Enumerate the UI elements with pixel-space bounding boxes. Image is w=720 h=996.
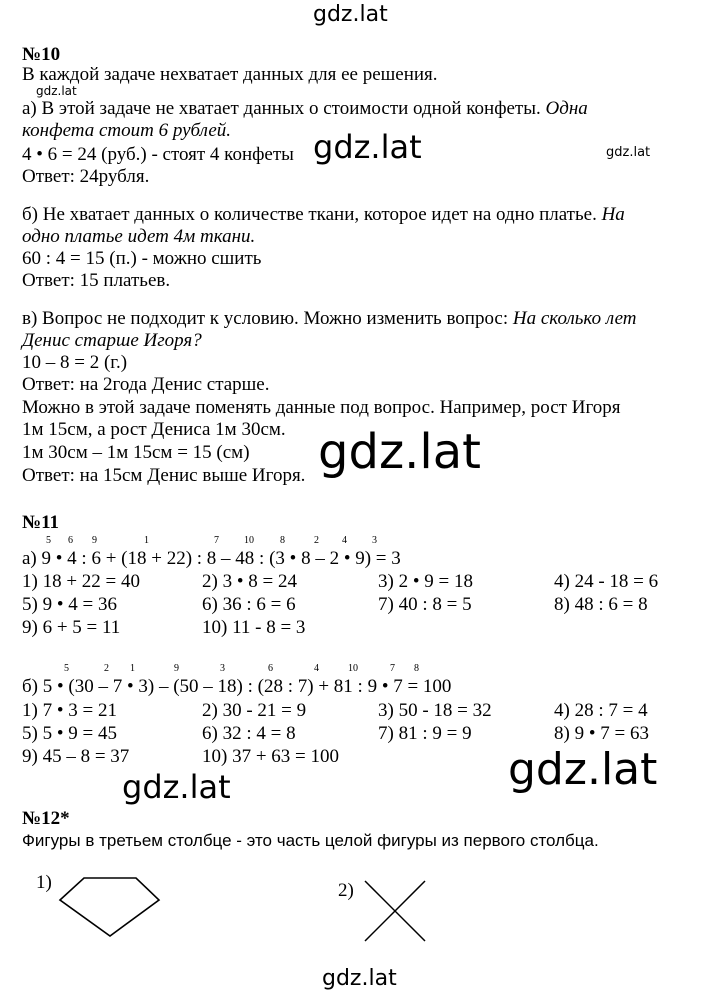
order-number: 7 <box>390 663 395 674</box>
task11-b-step: 2) 30 - 21 = 9 <box>202 700 307 721</box>
task11-title: №11 <box>22 512 60 533</box>
task10-v-alt-calc: 1м 30см – 1м 15см = 15 (см) <box>22 442 250 463</box>
task10-v-text: в) Вопрос не подходит к условию. Можно изменить вопрос: <box>22 308 509 329</box>
watermark-small: gdz.lat <box>36 84 77 98</box>
task11-b-step: 6) 32 : 4 = 8 <box>202 723 296 744</box>
watermark-medium: gdz.lat <box>122 768 231 806</box>
task10-b-line1 <box>22 204 625 226</box>
task10-v-alt-answer: Ответ: на 15см Денис выше Игоря. <box>22 465 306 486</box>
order-number: 4 <box>314 663 319 674</box>
order-number: 1 <box>144 535 149 546</box>
order-number: 5 <box>46 535 51 546</box>
task10-v-line2: Денис старше Игоря? <box>22 330 202 351</box>
task11-a-step: 1) 18 + 22 = 40 <box>22 571 141 592</box>
watermark-bottom: gdz.lat <box>322 966 397 991</box>
order-number: 10 <box>348 663 358 674</box>
task11-b-step: 9) 45 – 8 = 37 <box>22 746 130 767</box>
task12-text: Фигуры в третьем столбце - это часть целой фигуры из первого столбца. <box>22 831 599 850</box>
order-number: 4 <box>342 535 347 546</box>
watermark-top: gdz.lat <box>313 2 388 27</box>
task11-a-step: 2) 3 • 8 = 24 <box>202 571 297 592</box>
task11-b-step: 10) 37 + 63 = 100 <box>202 746 340 767</box>
task10-v-italic: На сколько лет <box>512 308 637 329</box>
task11-b-step: 5) 5 • 9 = 45 <box>22 723 117 744</box>
task11-a-step: 4) 24 - 18 = 6 <box>554 571 659 592</box>
order-number: 7 <box>214 535 219 546</box>
task10-intro: В каждой задаче нехватает данных для ее решения. <box>22 64 438 85</box>
figure-1-label: 1) <box>36 872 52 893</box>
order-number: 1 <box>130 663 135 674</box>
task10-a-italic: Одна <box>545 98 588 119</box>
task10-b-answer: Ответ: 15 платьев. <box>22 270 171 291</box>
order-number: 5 <box>64 663 69 674</box>
task11-a-step: 10) 11 - 8 = 3 <box>202 617 306 638</box>
task10-b-line2: одно платье идет 4м ткани. <box>22 226 256 247</box>
task10-v-answer: Ответ: на 2года Денис старше. <box>22 374 270 395</box>
task11-a-step: 8) 48 : 6 = 8 <box>554 594 648 615</box>
order-number: 9 <box>174 663 179 674</box>
task11-a-step: 5) 9 • 4 = 36 <box>22 594 117 615</box>
cross-figure <box>362 878 428 944</box>
order-number: 2 <box>314 535 319 546</box>
task10-b-text: б) Не хватает данных о количестве ткани, которое идет на одно платье. <box>22 204 597 225</box>
order-number: 8 <box>414 663 419 674</box>
pentagon-figure <box>58 876 162 938</box>
task10-b-italic: На <box>601 204 625 225</box>
task10-a-calc: 4 • 6 = 24 (руб.) - стоят 4 конфеты <box>22 144 294 165</box>
task11-b-step: 8) 9 • 7 = 63 <box>554 723 649 744</box>
task11-b-expression: б) 5 • (30 – 7 • 3) – (50 – 18) : (28 : 7) + 81 : 9 • 7 = 100 <box>22 676 452 697</box>
watermark-small: gdz.lat <box>606 145 651 160</box>
task11-b-step: 1) 7 • 3 = 21 <box>22 700 117 721</box>
order-number: 6 <box>68 535 73 546</box>
task10-a-answer: Ответ: 24рубля. <box>22 166 150 187</box>
order-number: 6 <box>268 663 273 674</box>
watermark-large: gdz.lat <box>318 424 481 480</box>
task10-a-text: а) В этой задаче не хватает данных о стоимости одной конфеты. <box>22 98 541 119</box>
task11-b-step: 3) 50 - 18 = 32 <box>378 700 492 721</box>
order-number: 3 <box>220 663 225 674</box>
task11-a-step: 6) 36 : 6 = 6 <box>202 594 296 615</box>
task10-v-alt-1: Можно в этой задаче поменять данные под вопрос. Например, рост Игоря <box>22 397 621 418</box>
task10-v-alt-2: 1м 15см, а рост Дениса 1м 30см. <box>22 419 286 440</box>
watermark-large: gdz.lat <box>508 744 658 795</box>
task10-title: №10 <box>22 44 61 65</box>
task12-title: №12* <box>22 808 70 829</box>
order-number: 3 <box>372 535 377 546</box>
task11-a-step: 3) 2 • 9 = 18 <box>378 571 473 592</box>
figure-2-label: 2) <box>338 880 354 901</box>
task11-a-expression: а) 9 • 4 : 6 + (18 + 22) : 8 – 48 : (3 • 8 – 2 • 9) = 3 <box>22 548 401 569</box>
order-number: 10 <box>244 535 254 546</box>
watermark-medium: gdz.lat <box>313 128 422 166</box>
task10-a-line1 <box>22 98 588 120</box>
task11-b-step: 7) 81 : 9 = 9 <box>378 723 472 744</box>
task10-v-line1 <box>22 308 637 330</box>
order-number: 2 <box>104 663 109 674</box>
task10-b-calc: 60 : 4 = 15 (п.) - можно сшить <box>22 248 262 269</box>
order-number: 8 <box>280 535 285 546</box>
task10-a-line2: конфета стоит 6 рублей. <box>22 120 232 141</box>
task11-b-step: 4) 28 : 7 = 4 <box>554 700 648 721</box>
task11-a-step: 9) 6 + 5 = 11 <box>22 617 121 638</box>
task10-v-calc: 10 – 8 = 2 (г.) <box>22 352 128 373</box>
order-number: 9 <box>92 535 97 546</box>
task11-a-step: 7) 40 : 8 = 5 <box>378 594 472 615</box>
